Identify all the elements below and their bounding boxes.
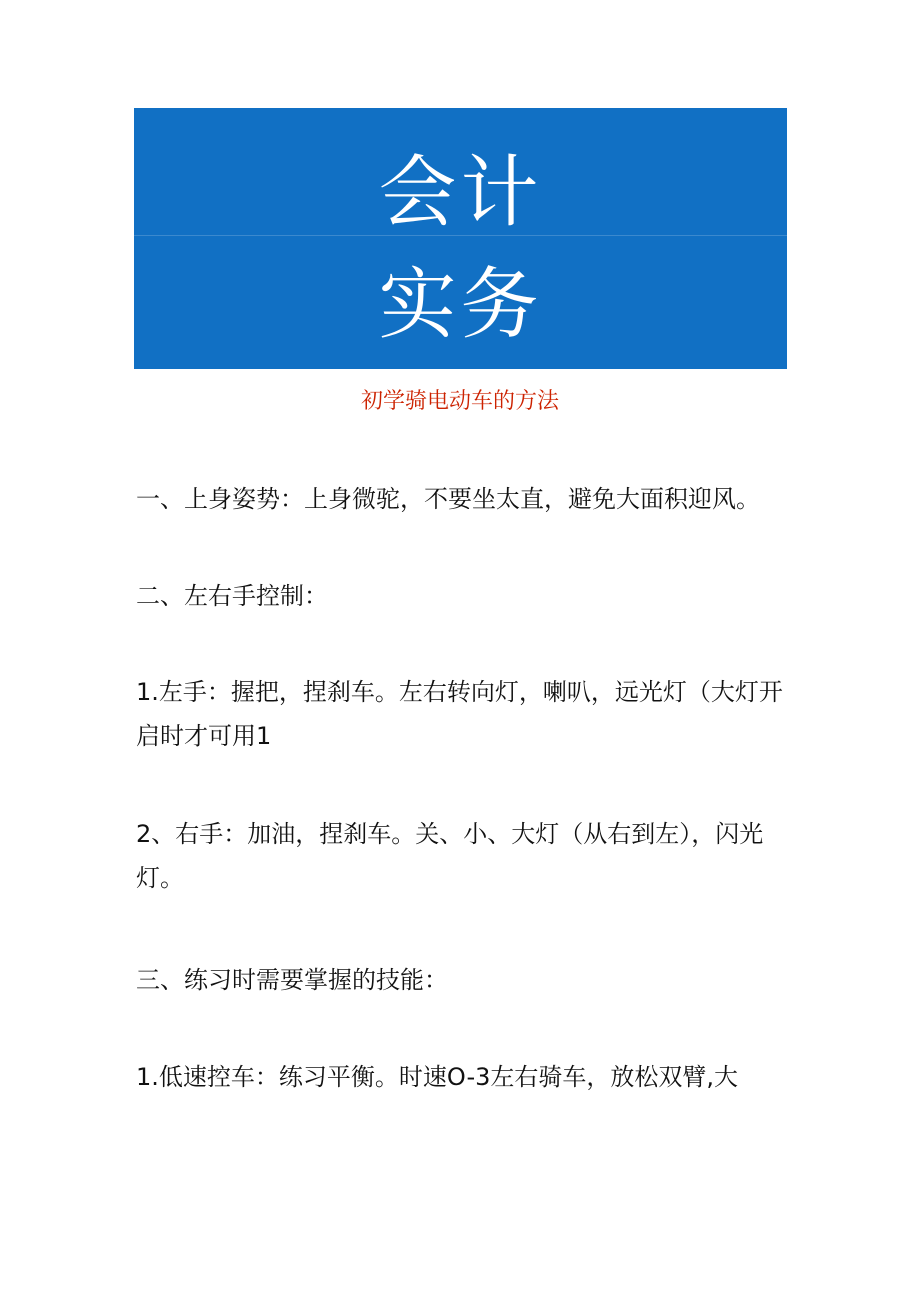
banner-title-line-1: 会计	[378, 148, 543, 238]
paragraph-upper-body-posture: 一、上身姿势：上身微驼，不要坐太直，避免大面积迎风。	[136, 485, 760, 513]
paragraph-low-speed-control: 1.低速控车：练习平衡。时速O-3左右骑车，放松双臂,大	[136, 1063, 739, 1091]
paragraph-skills-heading: 三、练习时需要掌握的技能：	[136, 966, 448, 994]
paragraph-left-hand: 1.左手：握把，捏刹车。左右转向灯，喇叭，远光灯（大灯开启时才可用1	[136, 678, 783, 750]
banner-divider	[134, 235, 787, 236]
title-banner	[134, 108, 787, 369]
paragraph-hand-control-heading: 二、左右手控制：	[136, 582, 328, 610]
paragraph-right-hand: 2、右手：加油，捏刹车。关、小、大灯（从右到左），闪光灯。	[136, 820, 764, 892]
banner-title-line-2: 实务	[378, 260, 543, 350]
document-subtitle: 初学骑电动车的方法	[360, 389, 559, 414]
